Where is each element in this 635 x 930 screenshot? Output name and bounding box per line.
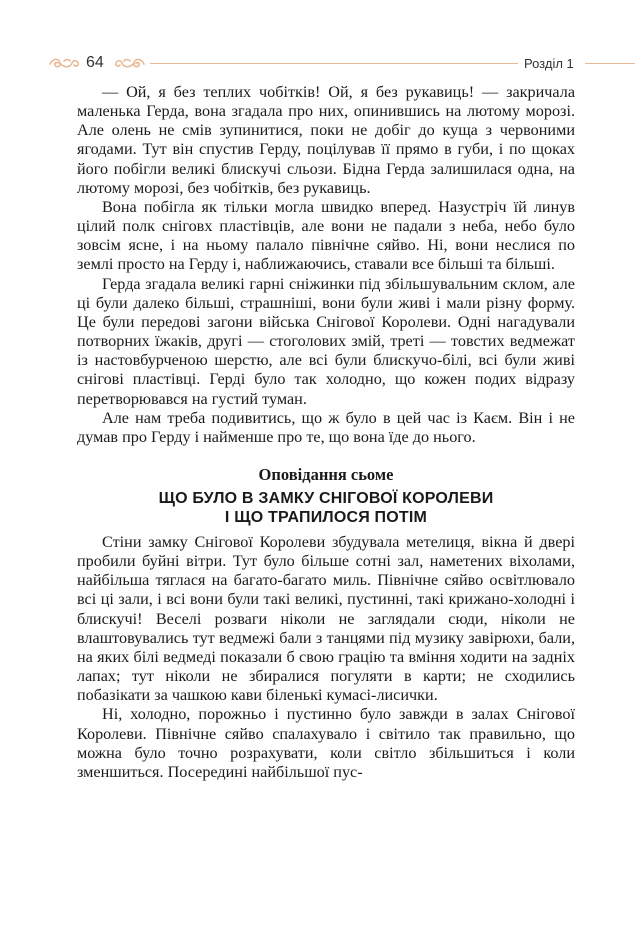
paragraph: Стіни замку Снігової Королеви збудувала метелиця, вікна й двері пробили буйні вітри. Тут було більше сотні зал, наметених віхолами, найбільша тяглася на багато-багато миль. Північне сяйво освітлювало всі ці зали, і всі вони були такі великі, пустинні, такі крижано-холодні і блискучі! Веселі розваги ніколи не заглядали сюди, ніколи не влаштовувались тут ведмежі бали з танцями під музику завірюхи, бали, на яких білі ведмеді показали б свою грацію та вміння ходити на задніх лапах; тут ніколи не збиралися погуляти в карти; не сходились побазікати за чашкою кави біленькі кумасі-лисички.: [77, 532, 575, 705]
header-rule-right: [585, 63, 635, 64]
section-label: Розділ 1: [524, 56, 574, 71]
paragraph: Герда згадала великі гарні сніжинки під збільшувальним склом, але ці були далеко більші, страшніші, вони були живі і мали різну форму. Це були передові загони війська Снігової Королеви. Одні нагадували потворних їжаків, другі — стоголових змій, треті — товстих ведмежат із настовбурченою шерстю, але всі були блискучо-білі, всі були живі снігові пластівці. Герді було так холодно, що кожен подих відразу перетворювався на густий туман.: [77, 274, 575, 408]
page-body: [77, 83, 575, 782]
scroll-ornament-icon: [48, 55, 80, 71]
scroll-ornament-icon: [114, 55, 146, 71]
paragraph: Ні, холодно, порожньо і пустинно було завжди в залах Снігової Королеви. Північне сяйво спалахувало і світило так правильно, що можна було точно розрахувати, коли світло збільшиться і коли зменшиться. Посередині найбільшої пус-: [77, 705, 575, 781]
story-title: [77, 489, 575, 527]
story-number-heading: Оповідання сьоме: [258, 464, 394, 484]
page-number: 64: [86, 54, 104, 71]
story-title-line: І ЩО ТРАПИЛОСЯ ПОТІМ: [224, 508, 428, 526]
paragraph: Вона побігла як тільки могла швидко вперед. Назустріч їй линув цілий полк сніговх пластівців, але вони не падали з неба, небо було зовсім ясне, і на ньому палало північне сяйво. Ні, вони неслися по землі просто на Герду і, наближаючись, ставали все більші та більші.: [77, 197, 575, 274]
paragraph: — Ой, я без теплих чобітків! Ой, я без рукавиць! — закричала маленька Герда, вона згадала про них, опинившись на лютому морозі. Але олень не смів зупинитися, поки не добіг до куща з червоними ягодами. Тут він спустив Герду, поцілував її прямо в губи, і по щоках його побігли великі блискучі сльози. Бідна Герда залишилася одна, на лютому морозі, без чобітків, без рукавиць.: [77, 83, 575, 197]
paragraph: Але нам треба подивитись, що ж було в цей час із Каєм. Він і не думав про Герду і найменше про те, що вона їде до нього.: [77, 408, 575, 446]
story-title-line: ЩО БУЛО В ЗАМКУ СНІГОВОЇ КОРОЛЕВИ: [158, 489, 494, 507]
header-rule-left: [150, 63, 518, 64]
page-header: [0, 52, 635, 76]
